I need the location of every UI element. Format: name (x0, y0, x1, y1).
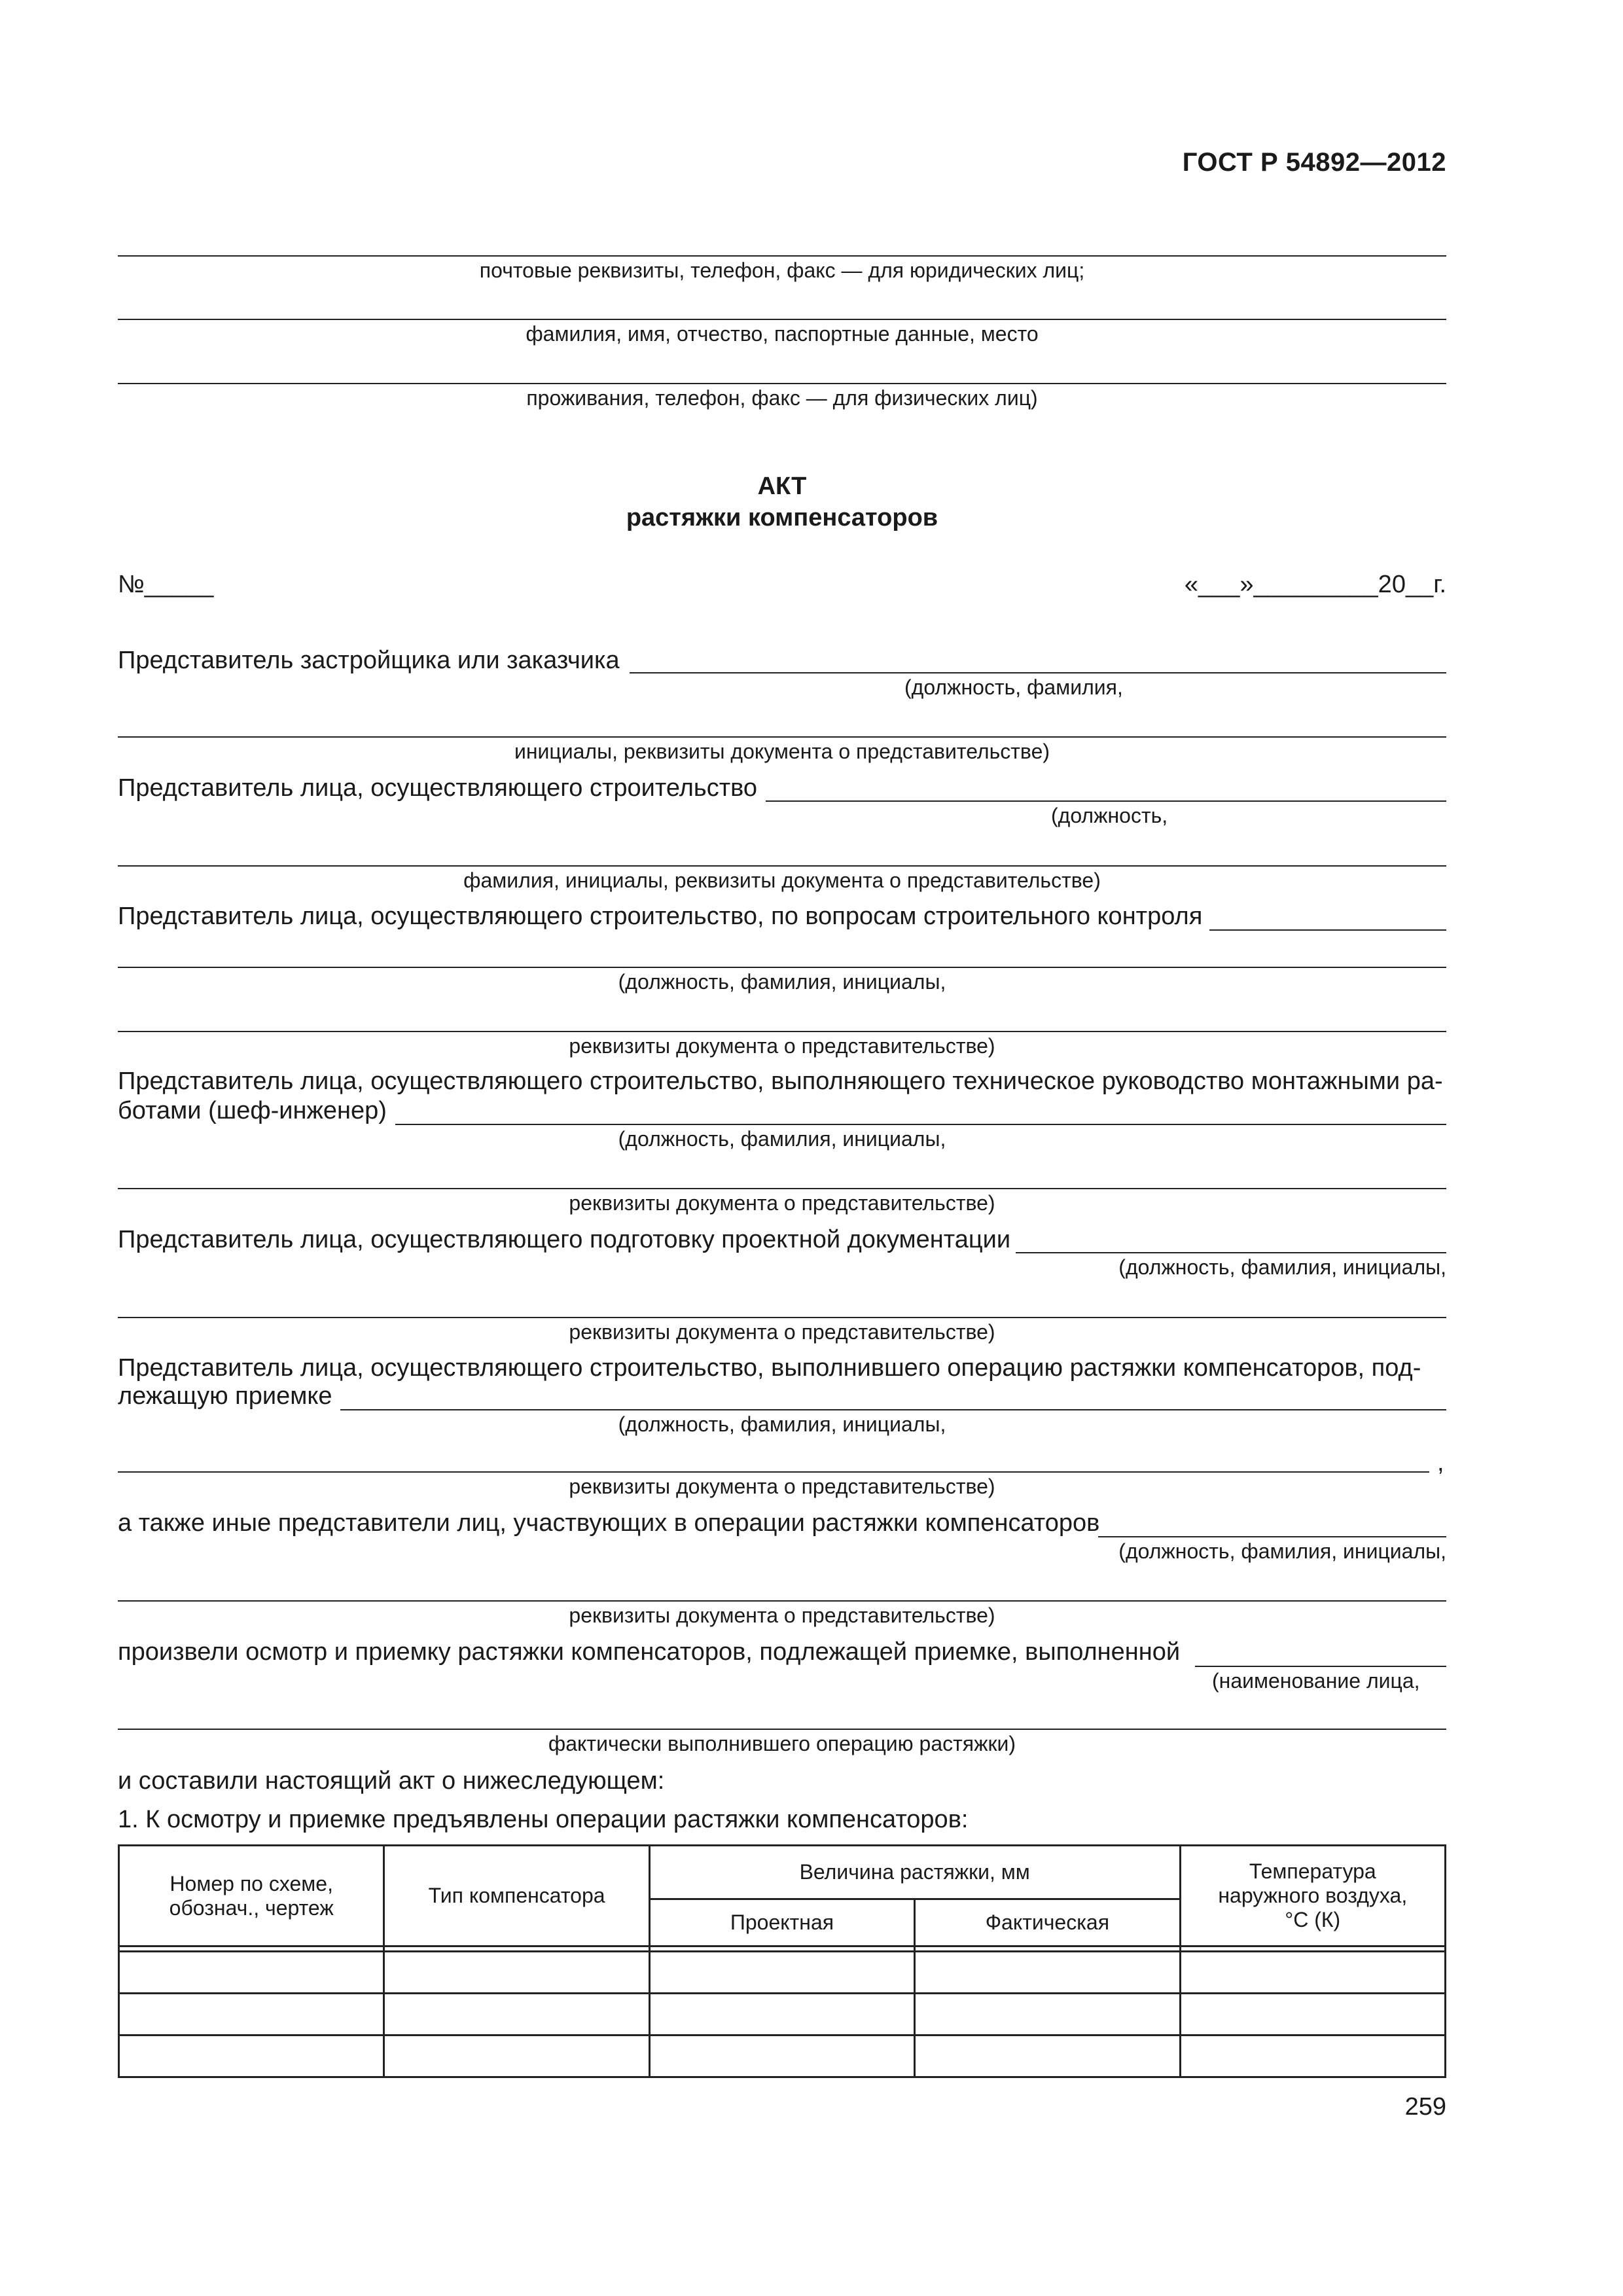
table-spacer-cell (119, 1946, 384, 1952)
standard-number: ГОСТ Р 54892—2012 (1182, 148, 1446, 177)
customer-rep-field[interactable] (630, 672, 1446, 673)
performer-rep-label-1: Представитель лица, осуществляющего строительство, выполнившего операцию растяжки компенсаторов, под- (118, 1354, 1421, 1382)
other-reps-field-2[interactable] (118, 1600, 1446, 1602)
customer-rep-caption-1: (должность, фамилия, (904, 675, 1123, 699)
compensator-table (118, 1844, 1446, 2078)
table-cell[interactable] (915, 2036, 1180, 2077)
table-cell[interactable] (649, 2036, 914, 2077)
builder-rep-caption-2: фамилия, инициалы, реквизиты документа о представительстве) (463, 869, 1101, 892)
control-rep-caption-2: реквизиты документа о представительстве) (569, 1034, 995, 1058)
table-cell[interactable] (1180, 1952, 1445, 1994)
col-header-type: Тип компенсатора (384, 1846, 649, 1946)
table-cell[interactable] (119, 1952, 384, 1994)
performer-rep-label-2: лежащую приемке (118, 1382, 332, 1410)
table-row (119, 1952, 1446, 1994)
control-rep-caption-1: (должность, фамилия, инициалы, (618, 970, 946, 994)
other-reps-caption-2: реквизиты документа о представительстве) (569, 1604, 995, 1627)
address-caption-1: почтовые реквизиты, телефон, факс — для юридических лиц; (479, 259, 1085, 282)
other-reps-caption-1: (должность, фамилия, инициалы, (1118, 1539, 1446, 1563)
col-header-temp-l2: наружного воздуха, (1218, 1884, 1408, 1907)
table-spacer-cell (649, 1946, 914, 1952)
chief-engineer-label-2: ботами (шеф-инженер) (118, 1097, 387, 1124)
address-line-2[interactable] (118, 319, 1446, 320)
table-cell[interactable] (384, 2036, 649, 2077)
act-number-field[interactable]: №_____ (118, 571, 214, 598)
col-header-stretch: Величина растяжки, мм (649, 1846, 1180, 1899)
performer-rep-field[interactable] (340, 1409, 1446, 1410)
designer-rep-label: Представитель лица, осуществляющего подготовку проектной документации (118, 1226, 1011, 1253)
designer-rep-caption-2: реквизиты документа о представительстве) (569, 1320, 995, 1344)
performer-rep-comma: , (1437, 1449, 1444, 1477)
table-row (119, 2036, 1446, 2077)
customer-rep-field-2[interactable] (118, 736, 1446, 738)
performer-rep-caption-2: реквизиты документа о представительстве) (569, 1475, 995, 1498)
closing-line-1: и составили настоящий акт о нижеследующем: (118, 1767, 665, 1795)
col-header-scheme-l1: Номер по схеме, (169, 1871, 333, 1895)
performer-rep-caption-1: (должность, фамилия, инициалы, (618, 1412, 946, 1436)
builder-rep-field-2[interactable] (118, 865, 1446, 867)
table-cell[interactable] (649, 1952, 914, 1994)
table-spacer-cell (915, 1946, 1180, 1952)
col-header-temp-l1: Температура (1249, 1859, 1376, 1883)
control-rep-field-3[interactable] (118, 1031, 1446, 1032)
act-title: АКТ (757, 473, 807, 500)
chief-engineer-label-1: Представитель лица, осуществляющего строительство, выполняющего техническое руководство монтажными ра- (118, 1067, 1443, 1095)
control-rep-field[interactable] (1209, 929, 1446, 931)
other-reps-field[interactable] (1098, 1536, 1446, 1537)
table-cell[interactable] (119, 1994, 384, 2036)
page-number: 259 (1404, 2093, 1446, 2121)
col-header-scheme-l2: обознач., чертеж (169, 1895, 334, 1920)
table-spacer-cell (1180, 1946, 1445, 1952)
executor-field-2[interactable] (118, 1729, 1446, 1730)
control-rep-field-2[interactable] (118, 967, 1446, 968)
builder-rep-caption-1: (должность, (1051, 804, 1168, 827)
chief-engineer-field[interactable] (395, 1124, 1446, 1125)
table-cell[interactable] (384, 1994, 649, 2036)
address-line-1[interactable] (118, 255, 1446, 257)
table-cell[interactable] (119, 2036, 384, 2077)
customer-rep-caption-2: инициалы, реквизиты документа о представительстве) (514, 740, 1050, 763)
builder-rep-label: Представитель лица, осуществляющего строительство (118, 774, 758, 802)
col-header-scheme-number (119, 1846, 384, 1946)
inspection-label: произвели осмотр и приемку растяжки компенсаторов, подлежащей приемке, выполненной (118, 1638, 1181, 1666)
act-subtitle: растяжки компенсаторов (626, 504, 938, 531)
table-cell[interactable] (384, 1952, 649, 1994)
designer-rep-field[interactable] (1016, 1252, 1446, 1253)
table-cell[interactable] (915, 1994, 1180, 2036)
table-cell[interactable] (649, 1994, 914, 2036)
col-header-temperature (1180, 1846, 1445, 1946)
table-row (119, 1994, 1446, 2036)
executor-caption-2: фактически выполнившего операцию растяжки) (548, 1732, 1016, 1755)
chief-engineer-field-2[interactable] (118, 1188, 1446, 1189)
address-caption-3: проживания, телефон, факс — для физических лиц) (526, 386, 1038, 410)
chief-engineer-caption-1: (должность, фамилия, инициалы, (618, 1127, 946, 1151)
col-header-design: Проектная (649, 1899, 914, 1946)
col-header-actual: Фактическая (915, 1899, 1180, 1946)
address-caption-2: фамилия, имя, отчество, паспортные данные, место (526, 322, 1039, 346)
executor-caption-1: (наименование лица, (1212, 1669, 1420, 1693)
designer-rep-field-2[interactable] (118, 1317, 1446, 1318)
table-cell[interactable] (1180, 1994, 1445, 2036)
table-cell[interactable] (1180, 2036, 1445, 2077)
col-header-temp-l3: °С (К) (1285, 1908, 1341, 1931)
address-line-3[interactable] (118, 383, 1446, 384)
customer-rep-label: Представитель застройщика или заказчика (118, 647, 620, 674)
act-date-field[interactable]: «___»_________20__г. (1184, 571, 1446, 598)
performer-rep-field-2[interactable] (118, 1471, 1429, 1473)
table-cell[interactable] (915, 1952, 1180, 1994)
other-reps-label: а также иные представители лиц, участвующих в операции растяжки компенсаторов (118, 1509, 1100, 1537)
chief-engineer-caption-2: реквизиты документа о представительстве) (569, 1191, 995, 1215)
control-rep-label: Представитель лица, осуществляющего строительство, по вопросам строительного контроля (118, 903, 1203, 930)
designer-rep-caption-1: (должность, фамилия, инициалы, (1118, 1255, 1446, 1279)
executor-field[interactable] (1195, 1666, 1446, 1667)
closing-line-2: 1. К осмотру и приемке предъявлены операции растяжки компенсаторов: (118, 1806, 969, 1833)
table-spacer-cell (384, 1946, 649, 1952)
builder-rep-field[interactable] (766, 800, 1446, 802)
